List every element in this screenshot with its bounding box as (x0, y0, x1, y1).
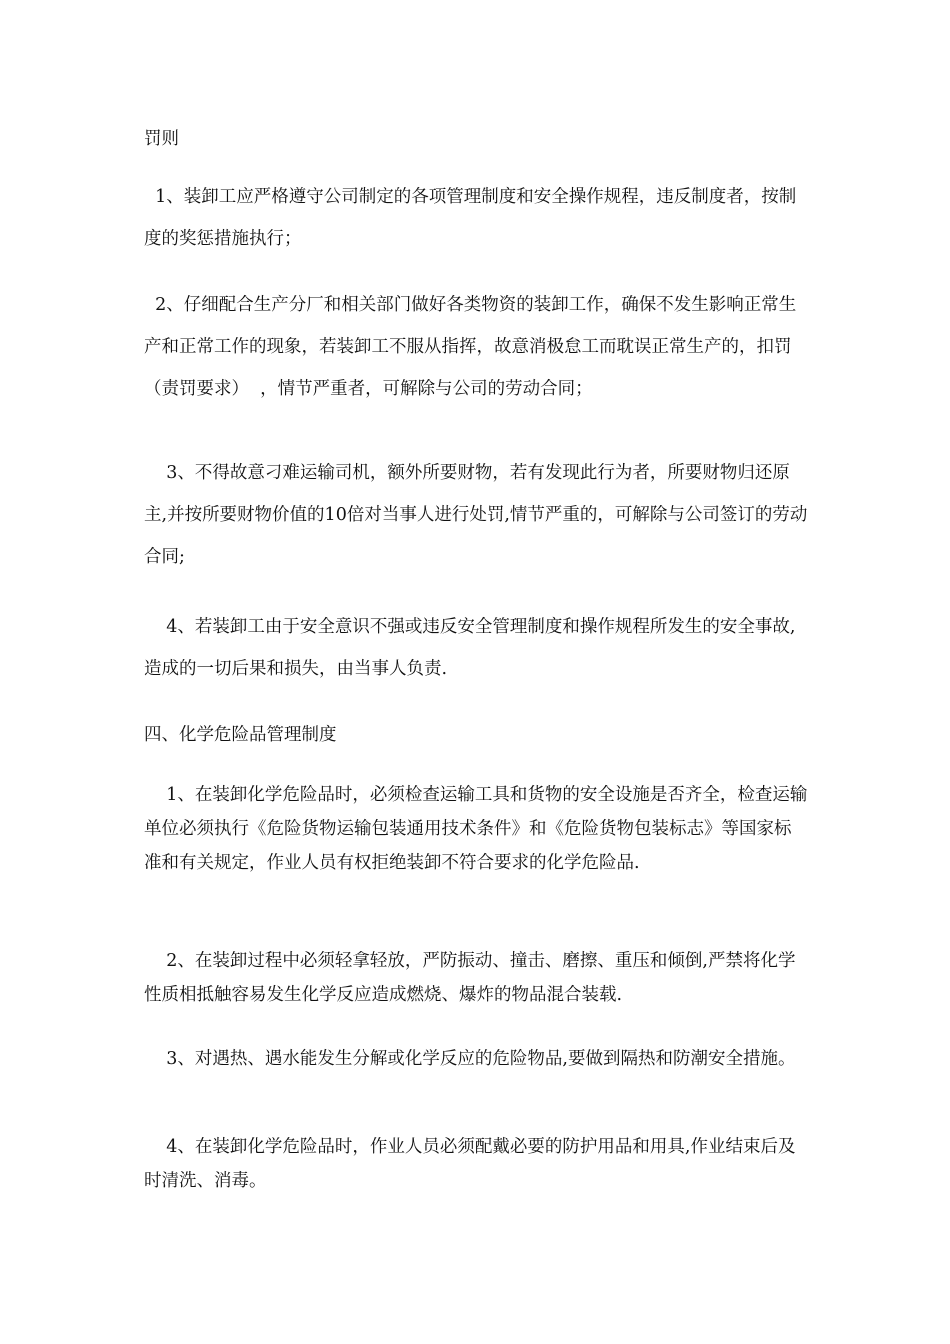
chemical-item-4: 4、在装卸化学危险品时，作业人员必须配戴必要的防护用品和用具,作业结束后及时清洗、消毒。 (144, 1137, 796, 1191)
chemical-item-3: 3、对遇热、遇水能发生分解或化学反应的危险物品,要做到隔热和防潮安全措施。 (144, 1049, 796, 1069)
penalty-item-1: 1、装卸工应严格遵守公司制定的各项管理制度和安全操作规程，违反制度者，按制度的奖惩措施执行； (144, 187, 797, 249)
section-title-chemical: 四、化学危险品管理制度 (144, 725, 337, 745)
section-title-penalties: 罚则 (144, 129, 179, 149)
penalty-item-2: 2、仔细配合生产分厂和相关部门做好各类物资的装卸工作，确保不发生影响正常生产和正常工作的现象，若装卸工不服从指挥，故意消极怠工而耽误正常生产的，扣罚 （责罚要求） ，情节严重者，可解除与公司的劳动合同； (144, 295, 803, 399)
penalty-item-4: 4、若装卸工由于安全意识不强或违反安全管理制度和操作规程所发生的安全事故,造成的一切后果和损失，由当事人负责. (144, 617, 796, 679)
chemical-item-1: 1、在装卸化学危险品时，必须检查运输工具和货物的安全设施是否齐全，检查运输单位必须执行《危险货物运输包装通用技术条件》和《危险货物包装标志》等国家标准和有关规定，作业人员有权拒绝装卸不符合要求的化学危险品. (144, 785, 808, 873)
penalty-item-3: 3、不得故意刁难运输司机，额外所要财物，若有发现此行为者，所要财物归还原主,并按所要财物价值的10倍对当事人进行处罚,情节严重的，可解除与公司签订的劳动合同; (144, 463, 808, 567)
chemical-item-2: 2、在装卸过程中必须轻拿轻放，严防振动、撞击、磨擦、重压和倾倒,严禁将化学性质相抵触容易发生化学反应造成燃烧、爆炸的物品混合装载. (144, 951, 796, 1005)
